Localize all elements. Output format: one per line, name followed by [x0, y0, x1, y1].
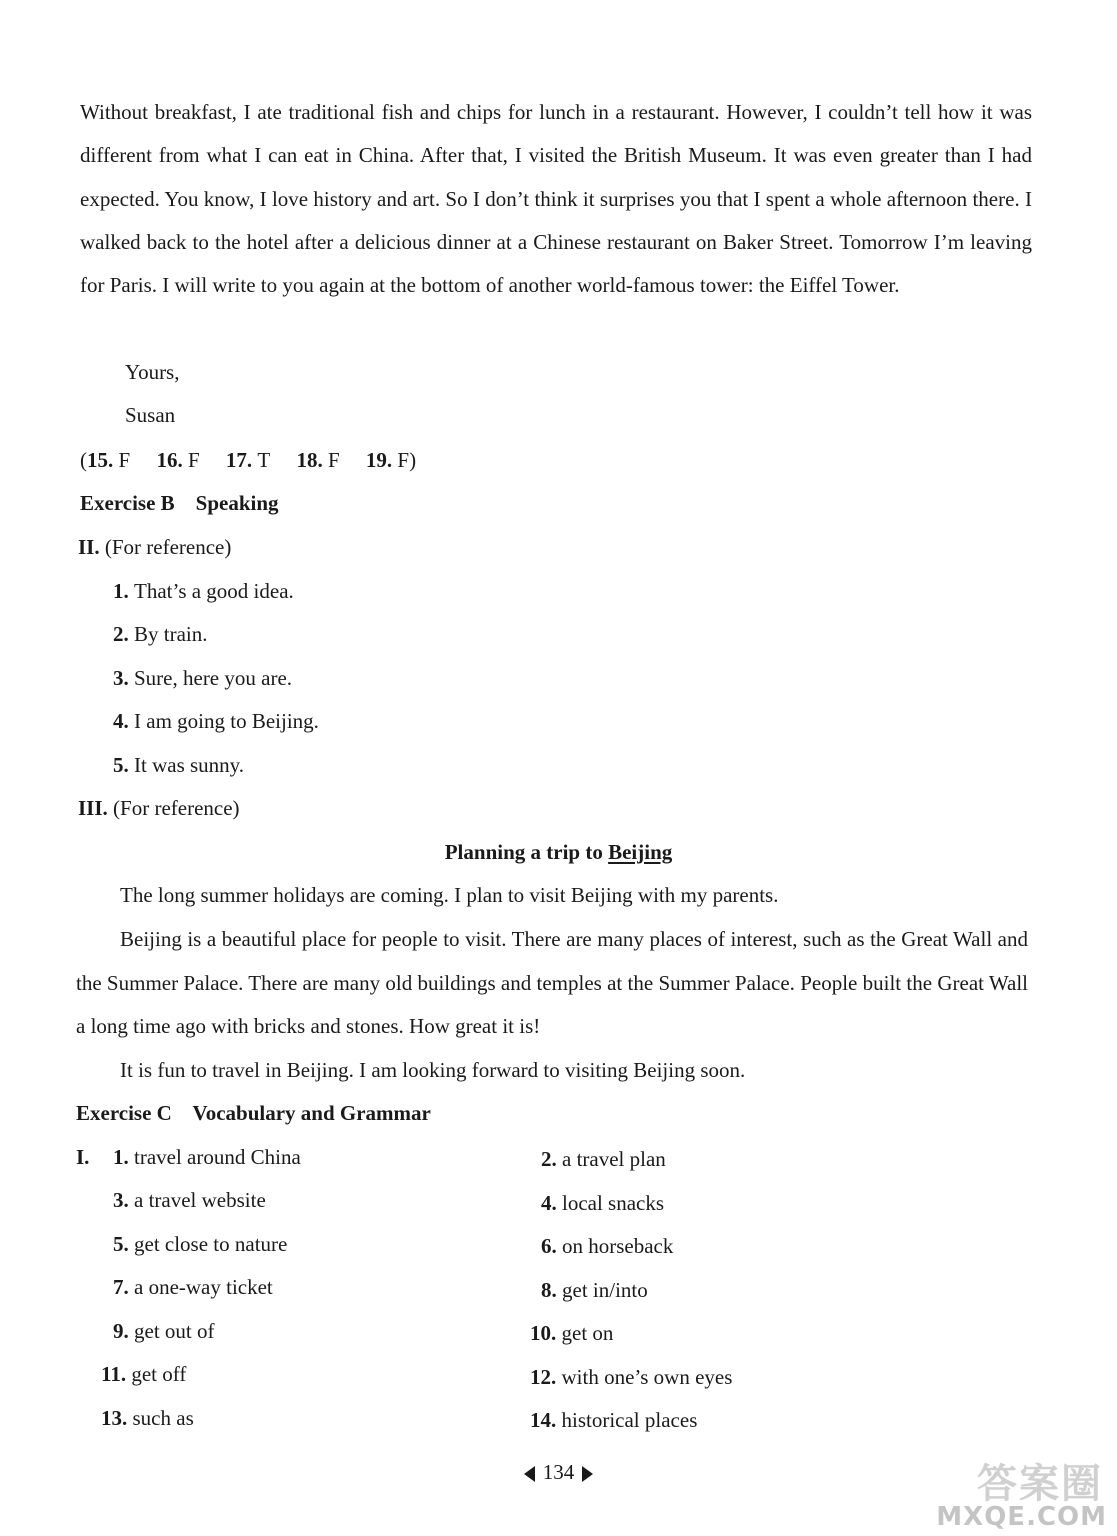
vocab-text: local snacks: [562, 1191, 665, 1215]
vocab-item: [541, 1190, 664, 1216]
vocab-item: [113, 1274, 273, 1300]
response-text: Sure, here you are.: [134, 666, 293, 690]
response-num: 5.: [113, 753, 129, 777]
letter-signature: Susan: [125, 403, 176, 427]
response-num: 4.: [113, 709, 129, 733]
vocab-item: [530, 1320, 613, 1346]
response-text: It was sunny.: [134, 753, 245, 777]
vocab-text: a travel website: [134, 1188, 266, 1212]
vocab-text: travel around China: [134, 1145, 301, 1169]
vocab-num: 4.: [541, 1191, 557, 1215]
response-text: By train.: [134, 622, 208, 646]
vocab-text: get in/into: [562, 1278, 648, 1302]
vocab-num: 1.: [113, 1145, 129, 1169]
page-number: 134: [542, 1460, 575, 1484]
vocab-num: 2.: [541, 1147, 557, 1171]
vocab-text: on horseback: [562, 1234, 674, 1258]
vocab-num: 14.: [530, 1408, 557, 1432]
section-iii-label: III.: [78, 796, 108, 820]
vocab-num: 10.: [530, 1321, 557, 1345]
watermark-bottom-text: MXQE.COM: [936, 1502, 1107, 1532]
vocab-item: [101, 1361, 186, 1387]
tf-answers: [80, 447, 416, 473]
tf-num: 19.: [365, 448, 393, 472]
response-item: [113, 752, 244, 778]
section-iii: [78, 795, 240, 821]
vocab-num: 6.: [541, 1234, 557, 1258]
vocab-item: [530, 1407, 697, 1433]
section-iii-note: (For reference): [113, 796, 240, 820]
letter-paragraph: Without breakfast, I ate traditional fish and chips for lunch in a restaurant. However, I couldn’t tell how it was different from what I can eat in China. After that, I visited the British Museum. It was even greater than I had expected. You know, I love history and art. So I don’t think it surprises you that I spent a whole afternoon there. I walked back to the hotel after a delicious dinner at a Chinese restaurant on Baker Street. Tomorrow I’m leaving for Paris. I will write to you again at the bottom of another world-famous tower: the Eiffel Tower.: [80, 100, 1032, 298]
essay-paragraph-3: It is fun to travel in Beijing. I am looking forward to visiting Beijing soon.: [120, 1058, 746, 1082]
vocab-text: get off: [131, 1362, 187, 1386]
vocab-num: 7.: [113, 1275, 129, 1299]
vocab-item: [530, 1364, 732, 1390]
vocab-item: [541, 1277, 648, 1303]
tf-open-paren: (: [80, 448, 87, 472]
section-ii: [78, 534, 231, 560]
response-item: [113, 578, 294, 604]
vocab-num: 11.: [101, 1362, 127, 1386]
response-text: I am going to Beijing.: [134, 709, 319, 733]
response-num: 1.: [113, 579, 129, 603]
vocab-num: 13.: [101, 1406, 128, 1430]
vocab-item: [541, 1146, 666, 1172]
section-i-label: I.: [76, 1145, 90, 1169]
tf-answer: T: [257, 448, 271, 472]
response-item: [113, 665, 292, 691]
vocab-num: 12.: [530, 1365, 557, 1389]
vocab-item: [113, 1318, 214, 1344]
vocab-text: get on: [561, 1321, 614, 1345]
vocab-item: [113, 1144, 301, 1170]
tf-answer: F: [397, 448, 410, 472]
vocab-text: get out of: [134, 1319, 215, 1343]
vocab-text: such as: [132, 1406, 194, 1430]
essay-paragraph-1: The long summer holidays are coming. I plan to visit Beijing with my parents.: [120, 883, 779, 907]
vocab-text: with one’s own eyes: [561, 1365, 733, 1389]
section-ii-note: (For reference): [104, 535, 232, 559]
vocab-text: a travel plan: [562, 1147, 666, 1171]
vocab-num: 5.: [113, 1232, 129, 1256]
letter-closing: Yours,: [125, 360, 180, 384]
tf-num: 17.: [225, 448, 253, 472]
tf-answer: F: [187, 448, 200, 472]
response-num: 2.: [113, 622, 129, 646]
response-num: 3.: [113, 666, 129, 690]
response-text: That’s a good idea.: [134, 579, 294, 603]
vocab-text: historical places: [561, 1408, 698, 1432]
section-ii-label: II.: [78, 535, 100, 559]
watermark-logo: [936, 1452, 1111, 1532]
vocab-num: 9.: [113, 1319, 129, 1343]
tf-answer: F: [118, 448, 131, 472]
tf-close-paren: ): [409, 448, 417, 472]
essay-paragraph-2: Beijing is a beautiful place for people to visit. There are many places of interest, such as the Great Wall and the Summer Palace. There are many old buildings and temples at the Summer Palace. People built the Great Wall a long time ago with bricks and stones. How great it is!: [76, 927, 1028, 1038]
essay-title-prefix: Planning a trip to: [444, 840, 609, 864]
vocab-item: [113, 1187, 266, 1213]
vocab-num: 8.: [541, 1278, 557, 1302]
tf-num: 18.: [296, 448, 323, 472]
essay-title-place: Beijing: [608, 840, 673, 864]
next-page-icon: [582, 1466, 593, 1482]
vocab-num: 3.: [113, 1188, 129, 1212]
vocab-item: [101, 1405, 194, 1431]
vocab-text: get close to nature: [134, 1232, 288, 1256]
tf-num: 16.: [156, 448, 183, 472]
tf-num: 15.: [87, 448, 114, 472]
essay-title: [0, 840, 1117, 865]
exercise-b-heading: Exercise B Speaking: [80, 491, 279, 515]
exercise-c-heading: Exercise C Vocabulary and Grammar: [76, 1101, 431, 1125]
prev-page-icon: [524, 1466, 535, 1482]
vocab-item: [541, 1233, 673, 1259]
response-item: [113, 621, 208, 647]
response-item: [113, 708, 319, 734]
vocab-text: a one-way ticket: [134, 1275, 273, 1299]
watermark-top-text: 答案圈: [977, 1461, 1103, 1507]
vocab-item: [113, 1231, 287, 1257]
tf-answer: F: [327, 448, 340, 472]
